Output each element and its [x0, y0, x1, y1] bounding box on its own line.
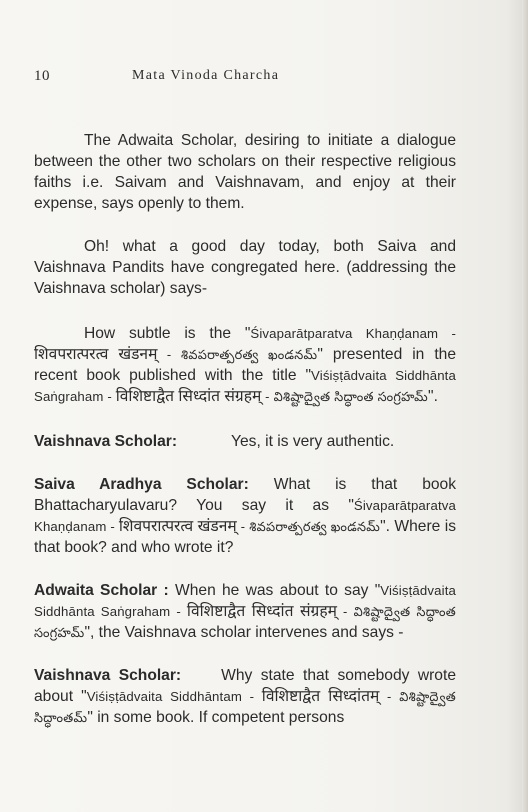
devanagari-title: शिवपरात्परत्व खंडनम् — [118, 518, 237, 535]
dialogue-text: What is that book Bhattacharyulavaru? You say it as " — [34, 476, 457, 514]
telugu-title: శివపరాత్పరత్వ ఖండనమ్ — [180, 347, 318, 362]
text: ". — [428, 388, 438, 405]
roman-title: Śivaparātparatva Khaṇḍanam — [34, 498, 456, 534]
running-title: Mata Vinoda Charcha — [132, 68, 280, 83]
page-number: 10 — [34, 68, 50, 84]
devanagari-title: विशिष्टाद्वैत सिध्दांत संग्रहम् — [186, 603, 337, 620]
roman-title: Viśiṣṭādvaita Siddhānta Saṅgraham — [34, 368, 456, 404]
roman-title: Śivaparātparatva Khaṇḍanam — [250, 326, 439, 341]
telugu-title: శివపరాత్పరత్వ ఖండనమ్ — [249, 519, 381, 534]
dialogue-text: Why state that somebody wrote about " — [34, 667, 456, 705]
devanagari-title: विशिष्टाद्वैत सिध्दांत संग्रहम् — [115, 388, 262, 405]
roman-title: Viśiṣṭādvaita Siddhāntam — [86, 689, 242, 704]
telugu-title: విశిష్టాద్వైత సిద్ధాంత సంగ్రహమ్ — [34, 604, 456, 640]
telugu-title: విశిష్టాద్వైత సిద్ధాంతమ్ — [34, 689, 456, 725]
dialogue-vaishnava-2: Vaishnava Scholar: Why state that somebody wrote about "Viśiṣṭādvaita Siddhāntam - विशिष्टाद्वैत सिध्दांतम् - విశిష్టాద్వైత సిద్ధాంతమ్" in some book. If competent persons — [34, 667, 456, 726]
page-edge — [522, 0, 528, 812]
telugu-title: విశిష్టాద్వైత సిద్ధాంత సంగ్రహమ్ — [273, 389, 429, 404]
speaker-label: Vaishnava Scholar: — [34, 433, 178, 450]
text: How subtle is the " — [84, 325, 251, 342]
dialogue-text: Yes, it is very authentic. — [231, 433, 395, 450]
page-header — [34, 68, 494, 88]
dialogue-text: ". Where is that book? and who wrote it? — [34, 518, 457, 556]
body-text — [34, 130, 456, 728]
dialogue-saiva: Saiva Aradhya Scholar: What is that book Bhattacharyulavaru? You say it as "Śivaparātparatva Khaṇḍanam - शिवपरात्परत्व खंडनम् - శివపరాత్పరత్వ ఖండనమ్". Where is that book? and who wrote it? — [34, 476, 457, 556]
dialogue-text: " in some book. If competent persons — [87, 709, 345, 726]
dialogue-adwaita: Adwaita Scholar : When he was about to say "Viśiṣṭādvaita Siddhānta Saṅgraham - विशिष्टाद्वैत सिध्दांत संग्रहम् - విశిష్టాద్వైత సిద్ధాంత సంగ్రహమ్", the Vaishnava scholar intervenes and says - — [34, 582, 456, 641]
paragraph-greeting: Oh! what a good day today, both Saiva and Vaishnava Pandits have congregated here. (addressing the Vaishnava scholar) says- — [34, 238, 456, 297]
dialogue-text: When he was about to say " — [175, 582, 381, 599]
speaker-label: Saiva Aradhya Scholar: — [34, 476, 249, 493]
devanagari-title: विशिष्टाद्वैत सिध्दांतम् — [261, 688, 380, 705]
paragraph-intro: The Adwaita Scholar, desiring to initiate a dialogue between the other two scholars on their respective religious faiths i.e. Saivam and Vaishnavam, and enjoy at their expense, says openly to them. — [34, 132, 456, 212]
text: " presented in the recent book published with the title " — [34, 346, 456, 384]
speaker-label: Vaishnava Scholar: — [34, 667, 182, 684]
speaker-label: Adwaita Scholar : — [34, 582, 169, 599]
dialogue-vaishnava-1 — [34, 431, 456, 452]
dialogue-text: ", the Vaishnava scholar intervenes and says - — [84, 624, 404, 641]
paragraph-subtle: How subtle is the "Śivaparātparatva Khaṇḍanam - शिवपरात्परत्व खंडनम् - శివపరాత్పరత్వ ఖండనమ్" presented in the recent book published with the title "Viśiṣṭādvaita Siddhānta Saṅgraham - विशिष्टाद्वैत सिध्दांत संग्रहम् - విశిష్టాద్వైత సిద్ధాంత సంగ్రహమ్". — [34, 325, 456, 405]
roman-title: Viśiṣṭādvaita Siddhānta Saṅgraham — [34, 583, 456, 619]
devanagari-title: शिवपरात्परत्व खंडनम् — [34, 346, 158, 363]
